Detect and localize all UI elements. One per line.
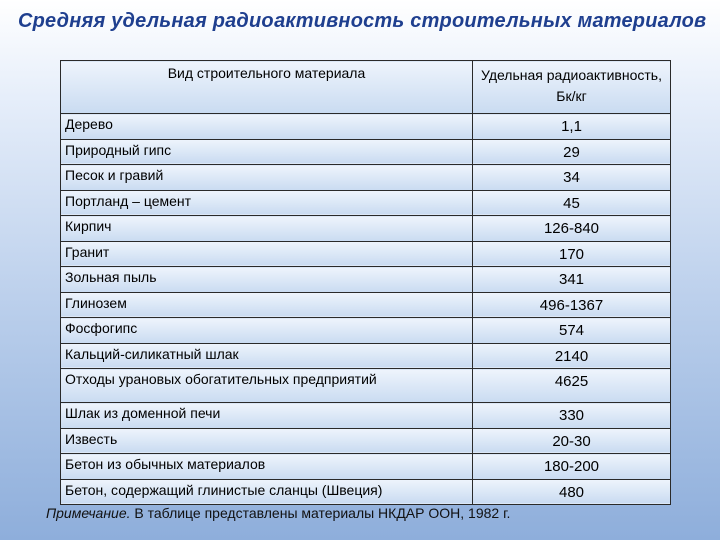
material-name-cell: Гранит bbox=[61, 241, 473, 267]
material-name-cell: Кальций-силикатный шлак bbox=[61, 343, 473, 369]
table-row bbox=[61, 454, 671, 480]
table-row bbox=[61, 428, 671, 454]
header-material: Вид строительного материала bbox=[61, 61, 473, 114]
material-name-cell: Портланд – цемент bbox=[61, 190, 473, 216]
materials-table-container bbox=[60, 60, 670, 505]
radioactivity-value-cell: 2140 bbox=[473, 343, 671, 369]
radioactivity-value-cell: 341 bbox=[473, 267, 671, 293]
table-row bbox=[61, 369, 671, 403]
table-row bbox=[61, 241, 671, 267]
table-row bbox=[61, 267, 671, 293]
radioactivity-value-cell: 480 bbox=[473, 479, 671, 505]
radioactivity-value-cell: 29 bbox=[473, 139, 671, 165]
table-header-row bbox=[61, 61, 671, 114]
material-name-cell: Бетон из обычных материалов bbox=[61, 454, 473, 480]
table-row bbox=[61, 216, 671, 242]
materials-table bbox=[60, 60, 671, 505]
table-row bbox=[61, 343, 671, 369]
table-row bbox=[61, 479, 671, 505]
material-name-cell: Песок и гравий bbox=[61, 165, 473, 191]
material-name-cell: Отходы урановых обогатительных предприятий bbox=[61, 369, 473, 403]
radioactivity-value-cell: 126-840 bbox=[473, 216, 671, 242]
radioactivity-value-cell: 574 bbox=[473, 318, 671, 344]
table-row bbox=[61, 165, 671, 191]
material-name-cell: Зольная пыль bbox=[61, 267, 473, 293]
table-row bbox=[61, 139, 671, 165]
radioactivity-value-cell: 180-200 bbox=[473, 454, 671, 480]
radioactivity-value-cell: 34 bbox=[473, 165, 671, 191]
material-name-cell: Кирпич bbox=[61, 216, 473, 242]
radioactivity-value-cell: 1,1 bbox=[473, 114, 671, 140]
radioactivity-value-cell: 330 bbox=[473, 403, 671, 429]
material-name-cell: Дерево bbox=[61, 114, 473, 140]
footnote bbox=[46, 505, 510, 521]
table-row bbox=[61, 318, 671, 344]
material-name-cell: Глинозем bbox=[61, 292, 473, 318]
table-row bbox=[61, 403, 671, 429]
header-radioactivity: Удельная радиоактивность, Бк/кг bbox=[473, 61, 671, 114]
table-row bbox=[61, 190, 671, 216]
material-name-cell: Природный гипс bbox=[61, 139, 473, 165]
radioactivity-value-cell: 170 bbox=[473, 241, 671, 267]
radioactivity-value-cell: 496-1367 bbox=[473, 292, 671, 318]
material-name-cell: Известь bbox=[61, 428, 473, 454]
material-name-cell: Шлак из доменной печи bbox=[61, 403, 473, 429]
page-title: Средняя удельная радиоактивность строительных материалов bbox=[18, 10, 707, 32]
footnote-label: Примечание. bbox=[46, 505, 131, 521]
material-name-cell: Фосфогипс bbox=[61, 318, 473, 344]
material-name-cell: Бетон, содержащий глинистые сланцы (Швеция) bbox=[61, 479, 473, 505]
footnote-text: В таблице представлены материалы НКДАР ООН, 1982 г. bbox=[130, 505, 511, 521]
table-row bbox=[61, 114, 671, 140]
radioactivity-value-cell: 45 bbox=[473, 190, 671, 216]
radioactivity-value-cell: 20-30 bbox=[473, 428, 671, 454]
radioactivity-value-cell: 4625 bbox=[473, 369, 671, 403]
table-row bbox=[61, 292, 671, 318]
